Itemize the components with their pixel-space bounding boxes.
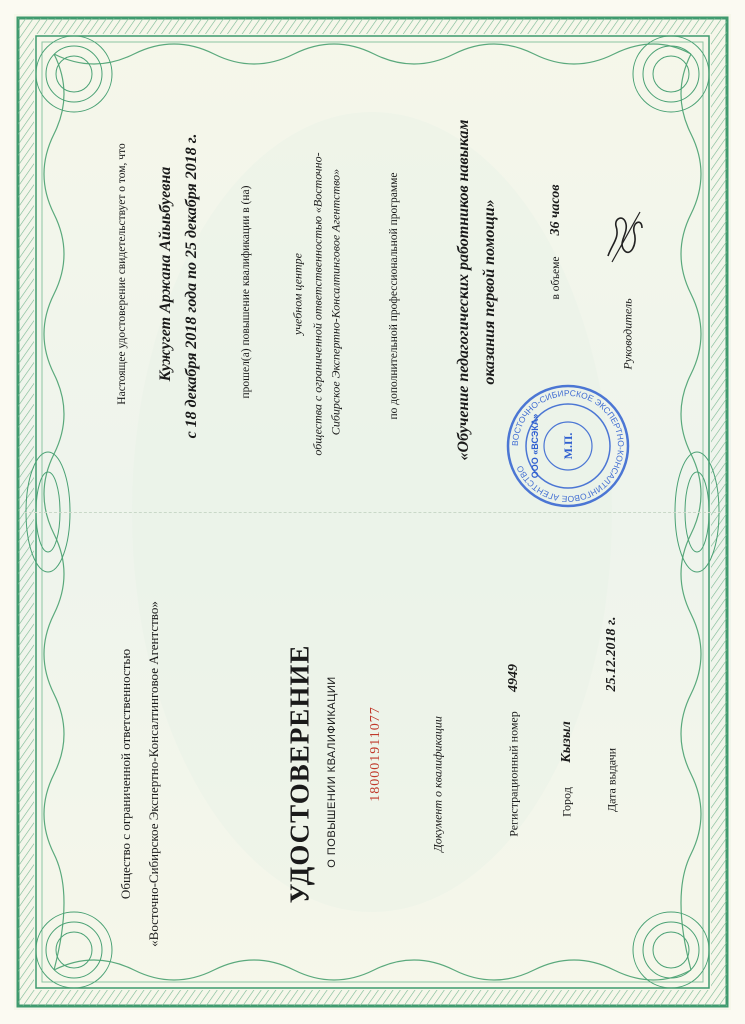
intro-text: Настоящее удостоверение свидетельствует о том, что [116,143,128,405]
document-title: УДОСТОВЕРЕНИЕ [284,644,315,904]
certificate [14,14,731,1010]
center-line2: Сибирское Экспертно-Консалтинговое Агентство» [328,168,343,436]
signature [602,204,648,266]
document-subtitle: О ПОВЫШЕНИИ КВАЛИФИКАЦИИ [326,676,338,868]
issue-date-label: Дата выдачи [604,747,619,813]
document-number: 180001911077 [368,706,383,802]
reg-number-label: Регистрационный номер [506,711,521,837]
organization-line1: Общество с ограниченной ответственностью [118,648,133,900]
fold-line [24,512,721,513]
stamp-ring-text: ВОСТОЧНО-СИБИРСКОЕ ЭКСПЕРТНО-КОНСАЛТИНГОВОЕ АГЕНТСТВО [509,387,627,505]
program-intro: по дополнительной профессиональной программе [388,172,400,420]
stamp-center-text: М.П. [561,432,575,460]
volume-label: в объеме [550,256,562,300]
official-stamp [504,382,632,510]
training-period: с 18 декабря 2018 года по 25 декабря 2018 г. [183,133,200,439]
person-name: Кужугет Аржана Айыьбуевна [157,166,174,382]
center-line1: общества с ограниченной ответственностью «Восточно- [310,152,325,456]
volume-value: 36 часов [548,184,563,236]
issue-date-value: 25.12.2018 г. [604,616,619,692]
passed-text: прошел(а) повышение квалификации в (на) [240,185,252,399]
stamp-inner-text: ООО «ВСЭКА» [530,413,540,479]
program-line2: оказания первой помощи» [481,199,498,385]
organization-line2: «Восточно-Сибирское Экспертно-Консалтинговое Агентство» [146,601,161,947]
program-line1: «Обучение педагогических работников навыкам [455,119,472,461]
document-type-label: Документ о квалификации [430,716,445,852]
city-label: Город [559,787,574,817]
head-label: Руководитель [620,298,635,370]
city-value: Кызыл [559,721,574,763]
center-label: учебном центре [290,253,305,335]
reg-number-value: 4949 [506,664,521,692]
